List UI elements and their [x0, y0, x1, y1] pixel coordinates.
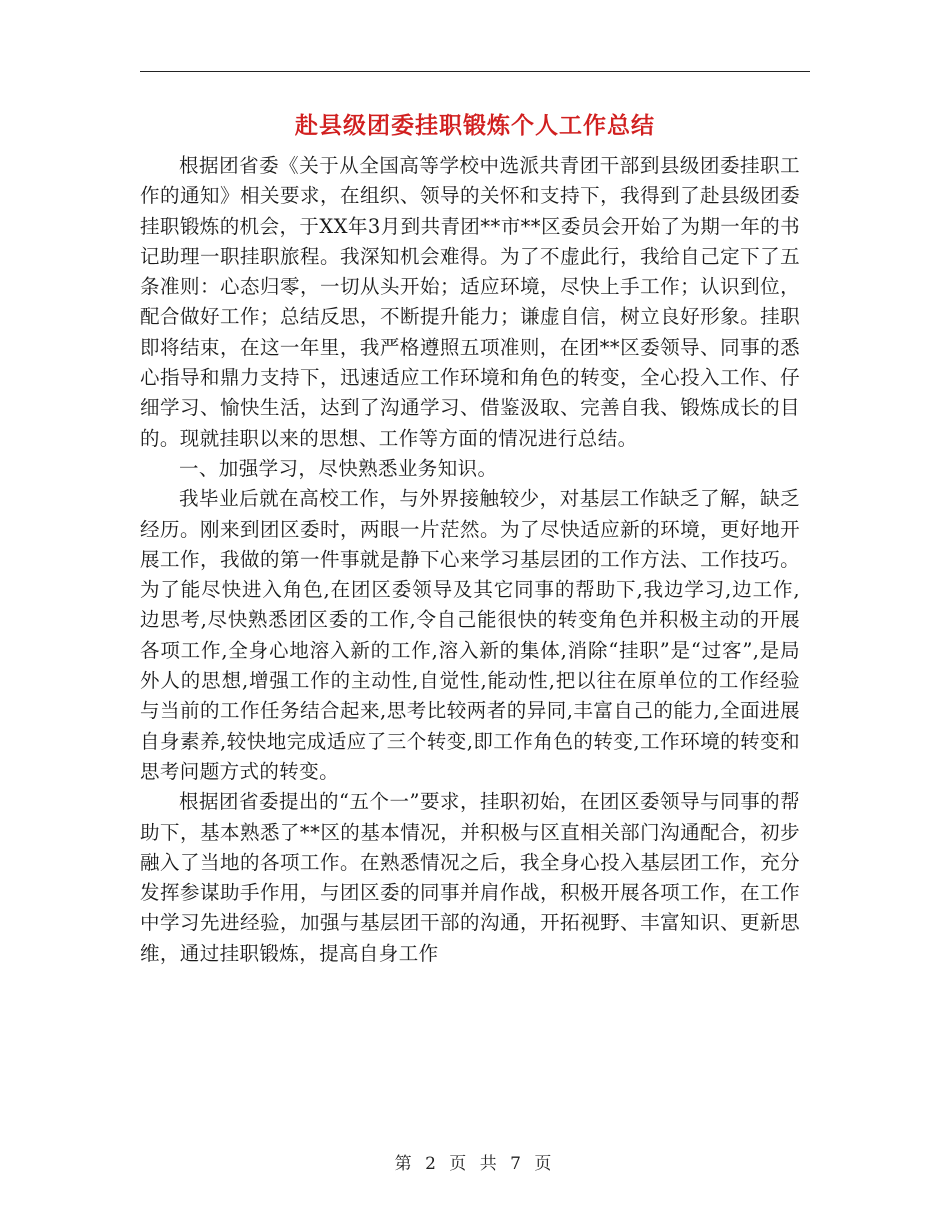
section-heading-1: 一、加强学习，尽快熟悉业务知识。	[179, 456, 498, 480]
paragraph-intro: 根据团省委《关于从全国高等学校中选派共青团干部到县级团委挂职工作的通知》相关要求，在组织、领导的关怀和支持下，我得到了赴县级团委挂职锻炼的机会，于XX年3月到共青团**市**区委员会开始了为期一年的书记助理一职挂职旅程。我深知机会难得。为了不虚此行，我给自己定下了五条准则：心态归零，一切从头开始；适应环境，尽快上手工作；认识到位，配合做好工作；总结反思，不断提升能力；谦虚自信，树立良好形象。挂职即将结束，在这一年里，我严格遵照五项准则，在团**区委领导、同事的悉心指导和鼎力支持下，迅速适应工作环境和角色的转变，全心投入工作、仔细学习、愉快生活，达到了沟通学习、借鉴汲取、完善自我、锻炼成长的目的。现就挂职以来的思想、工作等方面的情况进行总结。	[140, 154, 800, 450]
paragraph-five-ones: 根据团省委提出的“五个一”要求，挂职初始，在团区委领导与同事的帮助下，基本熟悉了**区的基本情况，并积极与区直相关部门沟通配合，初步融入了当地的各项工作。在熟悉情况之后，我全身心投入基层团工作，充分发挥参谋助手作用，与团区委的同事并肩作战，积极开展各项工作，在工作中学习先进经验，加强与基层团干部的沟通，开拓视野、丰富知识、更新思维，通过挂职锻炼，提高自身工作	[140, 790, 800, 965]
page-number-footer: 第 2 页 共 7 页	[394, 1154, 556, 1174]
document-body	[140, 151, 800, 969]
header-rule	[140, 71, 810, 72]
paragraph-study: 我毕业后就在高校工作，与外界接触较少，对基层工作缺乏了解，缺乏经历。刚来到团区委时，两眼一片茫然。为了尽快适应新的环境，更好地开展工作，我做的第一件事就是静下心来学习基层团的工作方法、工作技巧。为了能尽快进入角色,在团区委领导及其它同事的帮助下,我边学习,边工作,边思考,尽快熟悉团区委的工作,令自己能很快的转变角色并积极主动的开展各项工作,全身心地溶入新的工作,溶入新的集体,消除“挂职”是“过客”,是局外人的思想,增强工作的主动性,自觉性,能动性,把以往在原单位的工作经验与当前的工作任务结合起来,思考比较两者的异同,丰富自己的能力,全面进展自身素养,较快地完成适应了三个转变,即工作角色的转变,工作环境的转变和思考问题方式的转变。	[140, 487, 800, 783]
document-title: 赴县级团委挂职锻炼个人工作总结	[295, 113, 655, 139]
